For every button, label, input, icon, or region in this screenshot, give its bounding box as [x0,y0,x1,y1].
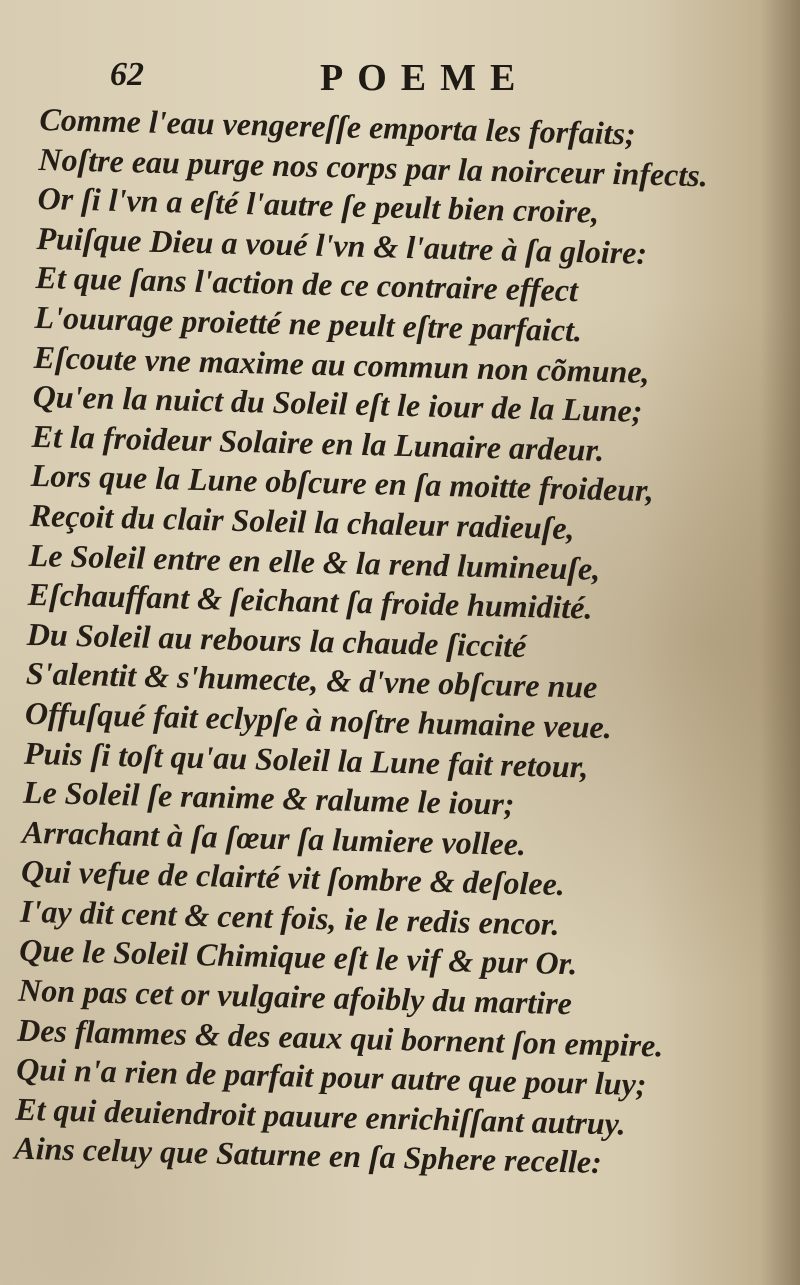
verse-line: Non pas cet or vulgaire afoibly du martire [17,971,573,1022]
verse-line: Qui vefue de clairté vit ſombre & deſolee. [20,853,566,903]
verse-line: I'ay dit cent & cent fois, ie le redis encor. [19,892,560,942]
verse-line: Reçoit du clair Soleil la chaleur radieuſe, [29,496,576,547]
verse-line: Que le Soleil Chimique eſt le vif & pur Or. [18,932,578,982]
verse-line: Le Soleil ſe ranime & ralume le iour; [22,773,515,822]
verse-line: Puiſque Dieu a voué l'vn & l'autre à ſa gloire: [36,219,648,271]
verse-line: Comme l'eau vengereſſe emporta les forfaits; [39,100,637,152]
verse-line: Du Soleil au rebours la chaude ſiccité [26,615,527,664]
verse-line: L'ouurage proietté ne peult eſtre parfaict. [34,298,583,349]
verse-line: S'alentit & s'humecte, & d'vne obſcure nue [25,655,598,706]
verse-line: Et la froideur Solaire en la Lunaire ardeur. [31,417,605,468]
verse-line: Eſchauffant & ſeichant ſa froide humidité. [27,575,593,626]
verse-line: Et qui deuiendroit pauure enrichiſſant autruy. [14,1090,627,1142]
verse-line: Puis ſi toſt qu'au Soleil la Lune fait retour, [23,734,589,785]
poem-text [14,100,780,1187]
running-title: POEME [320,57,530,99]
verse-line: Qu'en la nuict du Soleil eſt le iour de la Lune; [32,378,643,429]
verse-line: Arrachant à ſa ſœur ſa lumiere vollee. [21,813,527,862]
verse-line: Offuſqué fait eclypſe à noſtre humaine veue. [24,694,613,746]
page-number: 62 [110,56,144,93]
verse-line: Qui n'a rien de parfait pour autre que pour luy; [15,1050,647,1103]
verse-line: Noſtre eau purge nos corps par la noirceur infects. [38,140,709,193]
verse-line: Ains celuy que Saturne en ſa Sphere recelle: [13,1130,603,1181]
verse-line: Or ſi l'vn a eſté l'autre ſe peult bien croire, [37,180,600,230]
verse-line: Et que ſans l'action de ce contraire effect [35,259,579,309]
verse-line: Lors que la Lune obſcure en ſa moitte froideur, [30,457,655,509]
verse-line: Eſcoute vne maxime au commun non cõmune, [33,338,651,390]
verse-line: Le Soleil entre en elle & la rend lumineuſe, [28,536,601,587]
verse-line: Des flammes & des eaux qui bornent ſon empire. [16,1011,664,1064]
page-header [110,56,580,104]
